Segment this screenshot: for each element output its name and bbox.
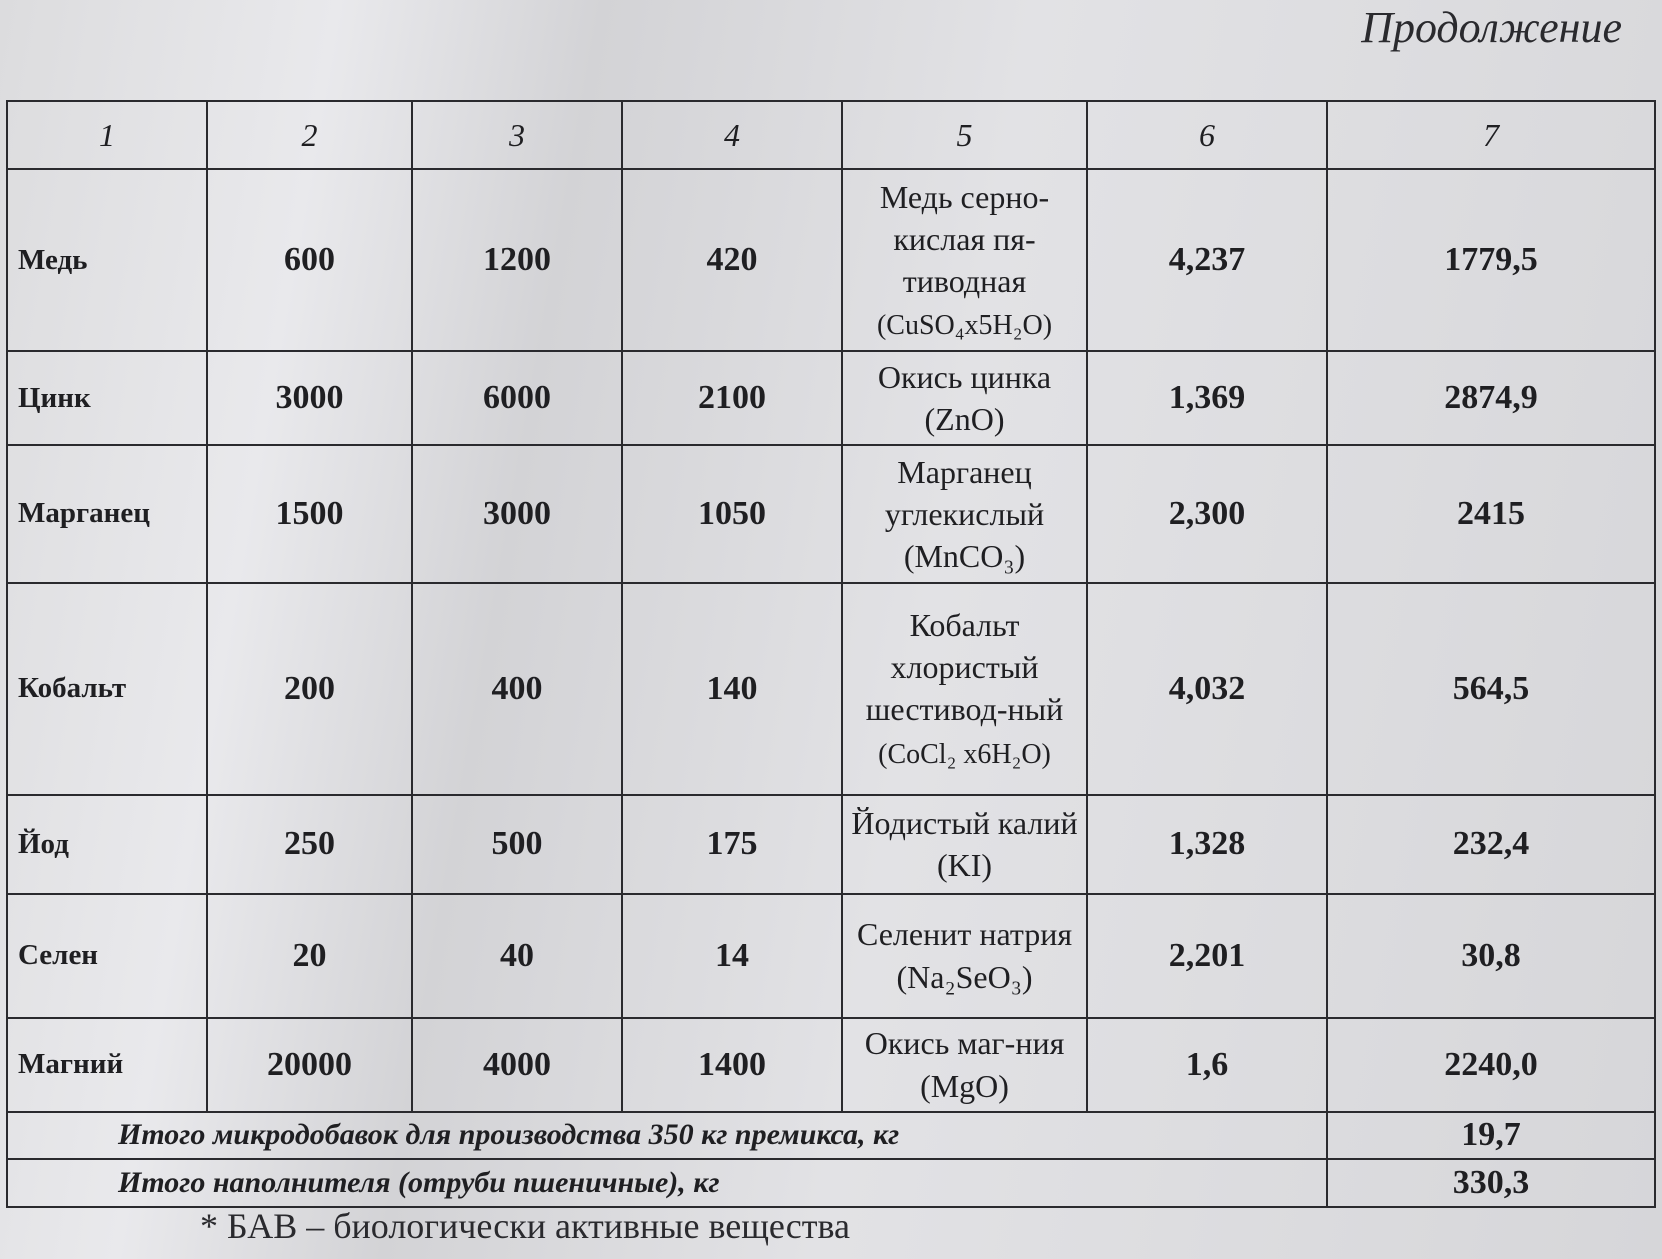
compound-cell [842,583,1087,795]
cell-col2: 200 [207,583,412,795]
header-cell-3: 3 [412,101,622,169]
cell-col6: 1,6 [1087,1018,1327,1112]
table-row-manganese [7,445,1655,583]
element-name: Марганец [7,445,207,583]
table-row-selenium [7,894,1655,1018]
cell-col4: 1400 [622,1018,842,1112]
table-row-zinc [7,351,1655,445]
header-cell-6: 6 [1087,101,1327,169]
total-row-microadditives [7,1112,1655,1160]
cell-col7: 232,4 [1327,795,1655,893]
cell-col4: 2100 [622,351,842,445]
table-row-copper [7,169,1655,351]
header-cell-1: 1 [7,101,207,169]
compound-name: Медь серно-кислая пя-тиводная [879,178,1050,300]
cell-col4: 140 [622,583,842,795]
compound-formula: (ZnO) [924,401,1005,438]
cell-col7: 30,8 [1327,894,1655,1018]
compound-name: Селенит натрия [856,916,1073,953]
total-value: 19,7 [1327,1112,1655,1160]
cell-col3: 4000 [412,1018,622,1112]
cell-col6: 1,369 [1087,351,1327,445]
cell-col6: 4,032 [1087,583,1327,795]
header-row [7,101,1655,169]
cell-col7: 2240,0 [1327,1018,1655,1112]
footnote: * БАВ – биологически активные вещества [200,1206,851,1246]
cell-col2: 600 [207,169,412,351]
cell-col3: 3000 [412,445,622,583]
compound-formula: (CuSO₄x5H₂O) [876,310,1053,342]
cell-col4: 14 [622,894,842,1018]
compound-name: Окись маг-ния [864,1025,1065,1062]
cell-col7: 1779,5 [1327,169,1655,351]
total-label: Итого микродобавок для производства 350 кг премикса, кг [7,1112,1327,1160]
compound-name: Окись цинка [877,359,1052,396]
element-name: Цинк [7,351,207,445]
cell-col7: 2874,9 [1327,351,1655,445]
cell-col7: 564,5 [1327,583,1655,795]
compound-formula: (CoCl₂ x6H₂O) [878,738,1051,770]
cell-col2: 20000 [207,1018,412,1112]
cell-col6: 2,201 [1087,894,1327,1018]
cell-col4: 420 [622,169,842,351]
compound-cell [842,445,1087,583]
cell-col3: 500 [412,795,622,893]
cell-col4: 175 [622,795,842,893]
cell-col6: 1,328 [1087,795,1327,893]
header-cell-5: 5 [842,101,1087,169]
cell-col6: 2,300 [1087,445,1327,583]
element-name: Селен [7,894,207,1018]
cell-col3: 1200 [412,169,622,351]
cell-col2: 20 [207,894,412,1018]
cell-col2: 250 [207,795,412,893]
cell-col3: 400 [412,583,622,795]
table-row-cobalt [7,583,1655,795]
element-name: Медь [7,169,207,351]
compound-formula: (KI) [936,847,993,884]
header-cell-2: 2 [207,101,412,169]
cell-col2: 3000 [207,351,412,445]
element-name: Кобальт [7,583,207,795]
compound-formula: (MgO) [920,1067,1009,1104]
compound-name: Кобальт хлористый шестивод-ный [865,607,1064,728]
compound-name: Марганец углекислый [884,453,1045,532]
total-row-filler [7,1159,1655,1207]
cell-col6: 4,237 [1087,169,1327,351]
compound-formula: (MnCO₃) [903,538,1026,574]
table-row-magnesium [7,1018,1655,1112]
element-name: Йод [7,795,207,893]
compound-cell [842,351,1087,445]
premix-table [6,100,1656,1208]
compound-formula: (Na₂SeO₃) [896,958,1033,995]
cell-col2: 1500 [207,445,412,583]
continuation-label: Продолжение [1361,3,1622,52]
header-cell-4: 4 [622,101,842,169]
header-cell-7: 7 [1327,101,1655,169]
cell-col3: 40 [412,894,622,1018]
compound-cell [842,169,1087,351]
table-row-iodine [7,795,1655,893]
cell-col4: 1050 [622,445,842,583]
element-name: Магний [7,1018,207,1112]
compound-cell [842,1018,1087,1112]
cell-col7: 2415 [1327,445,1655,583]
total-label: Итого наполнителя (отруби пшеничные), кг [7,1159,1327,1207]
compound-cell [842,894,1087,1018]
total-value: 330,3 [1327,1159,1655,1207]
compound-name: Йодистый калий [851,805,1078,842]
cell-col3: 6000 [412,351,622,445]
compound-cell [842,795,1087,893]
